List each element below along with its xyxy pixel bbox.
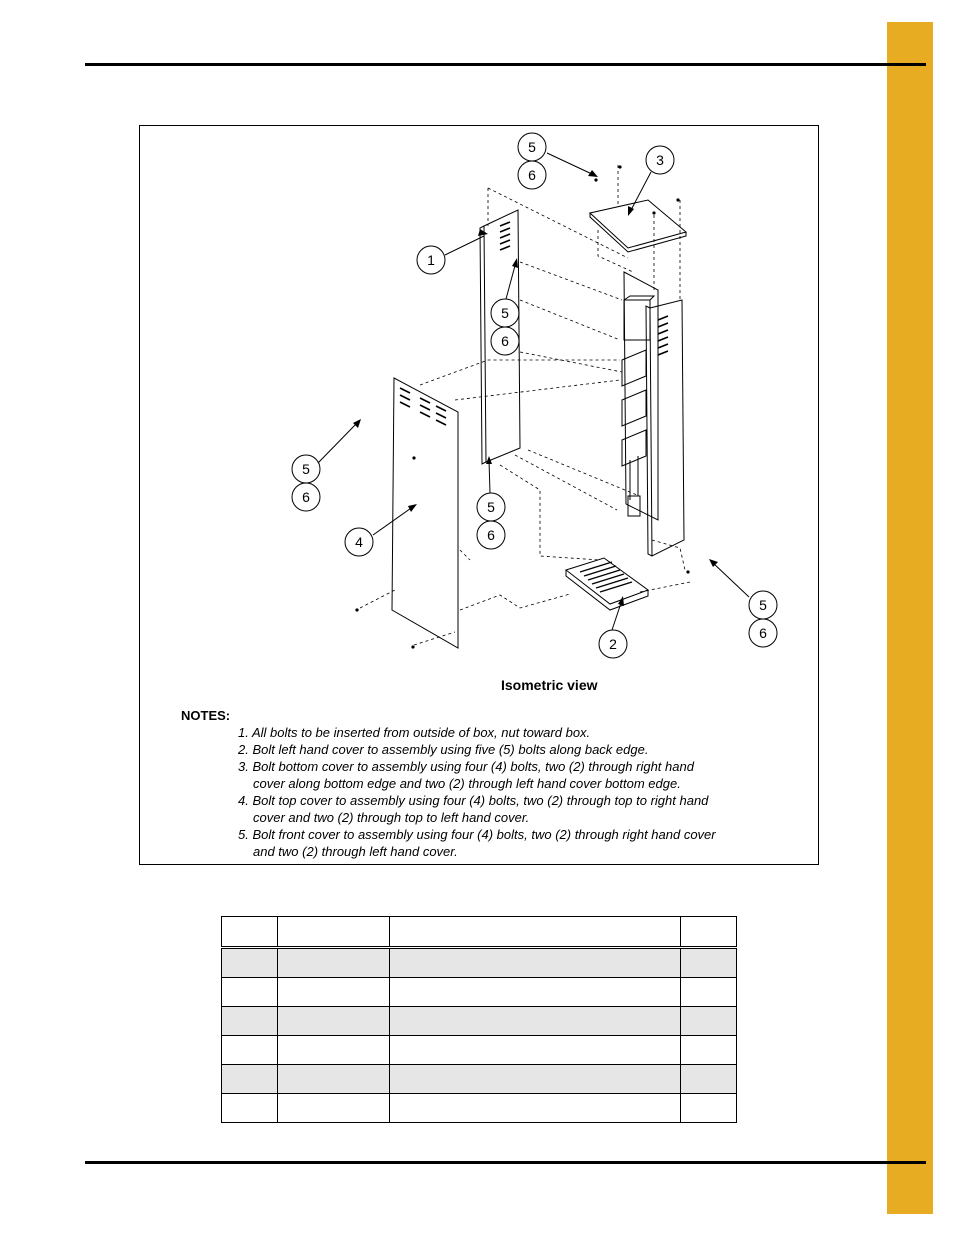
callout-label: 5 (302, 461, 310, 477)
note-line: and two (2) through left hand cover. (253, 844, 458, 859)
note-item (238, 758, 778, 792)
table-cell (390, 978, 681, 1007)
table-cell (222, 1036, 278, 1065)
table-cell (277, 978, 389, 1007)
table-cell (390, 1036, 681, 1065)
table-cell (390, 1065, 681, 1094)
table-cell (222, 917, 278, 948)
callout-label: 6 (487, 527, 495, 543)
table-header-row (222, 917, 737, 948)
note-line: 2. Bolt left hand cover to assembly using five (5) bolts along back edge. (238, 742, 649, 757)
callout-label: 1 (427, 252, 435, 268)
notes-heading: NOTES: (181, 708, 231, 723)
table-cell (222, 1065, 278, 1094)
note-item (238, 741, 778, 758)
table-cell (681, 917, 737, 948)
callout-label: 5 (501, 305, 509, 321)
footer-rule (85, 1161, 926, 1164)
view-caption: Isometric view (501, 677, 598, 693)
callout-label: 6 (501, 333, 509, 349)
table-cell (222, 1007, 278, 1036)
note-line: 4. Bolt top cover to assembly using four (4) bolts, two (2) through top to right hand (238, 793, 709, 808)
callout-label: 3 (656, 152, 664, 168)
table-cell (277, 948, 389, 978)
callout-label: 2 (609, 636, 617, 652)
parts-table (221, 916, 737, 1123)
table-cell (681, 1094, 737, 1123)
table-cell (681, 1036, 737, 1065)
table-row (222, 1094, 737, 1123)
table-cell (277, 1036, 389, 1065)
table-cell (277, 917, 389, 948)
table-cell (390, 1007, 681, 1036)
callout-label: 6 (302, 489, 310, 505)
note-line: 3. Bolt bottom cover to assembly using four (4) bolts, two (2) through right hand (238, 759, 694, 774)
table-cell (681, 1065, 737, 1094)
callout-label: 4 (355, 534, 363, 550)
note-item (238, 792, 778, 826)
table-cell (390, 917, 681, 948)
note-line: cover along bottom edge and two (2) through left hand cover bottom edge. (253, 776, 681, 791)
table-cell (277, 1094, 389, 1123)
table-cell (222, 1094, 278, 1123)
table-cell (222, 978, 278, 1007)
callout-label: 5 (487, 499, 495, 515)
note-line: cover and two (2) through top to left hand cover. (253, 810, 530, 825)
callout-label: 6 (528, 167, 536, 183)
table-cell (681, 948, 737, 978)
table-cell (277, 1007, 389, 1036)
table-row (222, 978, 737, 1007)
table-cell (681, 1007, 737, 1036)
table-cell (277, 1065, 389, 1094)
table-row (222, 1065, 737, 1094)
note-item (238, 826, 778, 860)
note-line: 5. Bolt front cover to assembly using four (4) bolts, two (2) through right hand cover (238, 827, 716, 842)
table-cell (390, 948, 681, 978)
callout-label: 5 (759, 597, 767, 613)
table-row (222, 1007, 737, 1036)
table-row (222, 1036, 737, 1065)
note-line: 1. All bolts to be inserted from outside of box, nut toward box. (238, 725, 591, 740)
table-row (222, 948, 737, 978)
table-cell (390, 1094, 681, 1123)
callout-label: 5 (528, 139, 536, 155)
callout-label: 6 (759, 625, 767, 641)
note-item (238, 724, 778, 741)
table-cell (222, 948, 278, 978)
table-cell (681, 978, 737, 1007)
